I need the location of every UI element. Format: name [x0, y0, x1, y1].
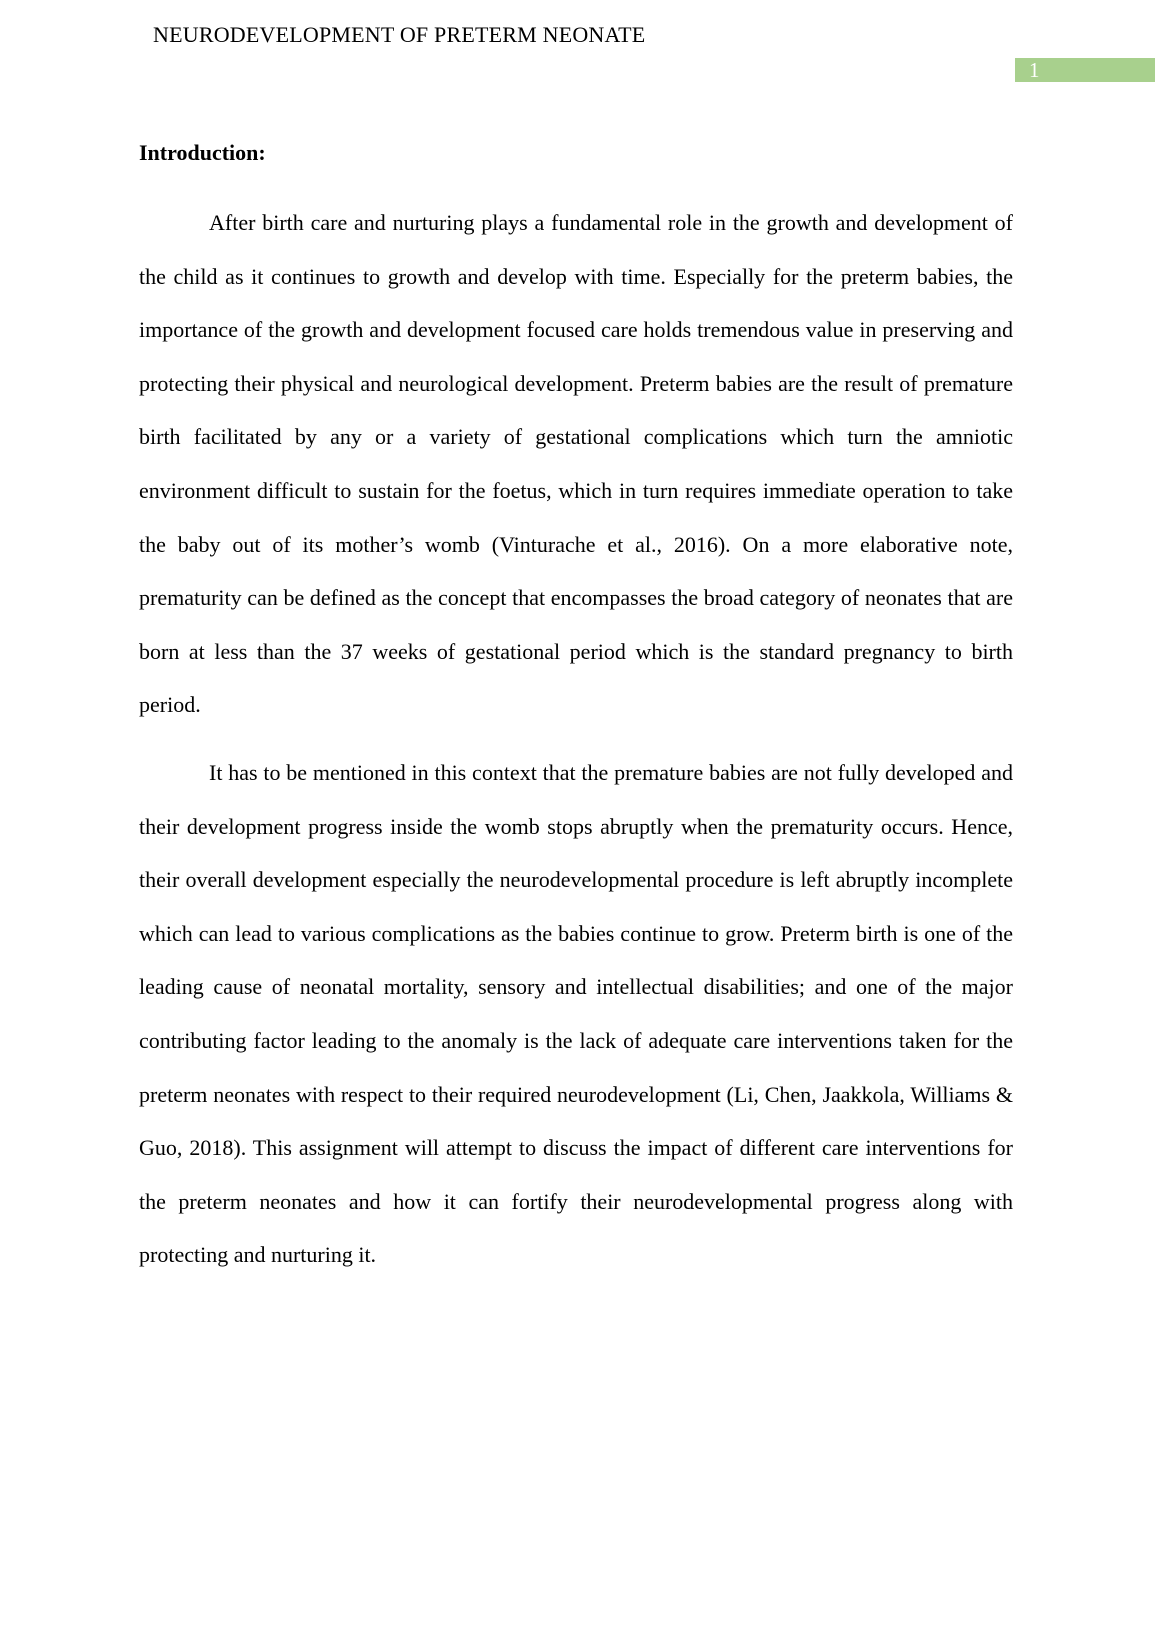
running-head-title: NEURODEVELOPMENT OF PRETERM NEONATE: [153, 22, 646, 47]
body-paragraph: After birth care and nurturing plays a fundamental role in the growth and development of the child as it continues to growth and develop with time. Especially for the preterm babies, the importance of the growth and development focused care holds tremendous value in preserving and protecting their physical and neurological development. Preterm babies are the result of premature birth facilitated by any or a variety of gestational complications which turn the amniotic environment difficult to sustain for the foetus, which in turn requires immediate operation to take the baby out of its mother’s womb (Vinturache et al., 2016). On a more elaborative note, prematurity can be defined as the concept that encompasses the broad category of neonates that are born at less than the 37 weeks of gestational period which is the standard pregnancy to birth period.: [139, 210, 1013, 718]
page-number: 1: [1015, 58, 1155, 82]
body-paragraph: It has to be mentioned in this context that the premature babies are not fully developed and their development progress inside the womb stops abruptly when the prematurity occurs. Hence, their overall development especially the neurodevelopmental procedure is left abruptly incomplete which can lead to various complications as the babies continue to grow. Preterm birth is one of the leading cause of neonatal mortality, sensory and intellectual disabilities; and one of the major contributing factor leading to the anomaly is the lack of adequate care interventions taken for the preterm neonates with respect to their required neurodevelopment (Li, Chen, Jaakkola, Williams & Guo, 2018). This assignment will attempt to discuss the impact of different care interventions for the preterm neonates and how it can fortify their neurodevelopmental progress along with protecting and nurturing it.: [139, 760, 1013, 1268]
section-heading: Introduction:: [139, 140, 266, 165]
